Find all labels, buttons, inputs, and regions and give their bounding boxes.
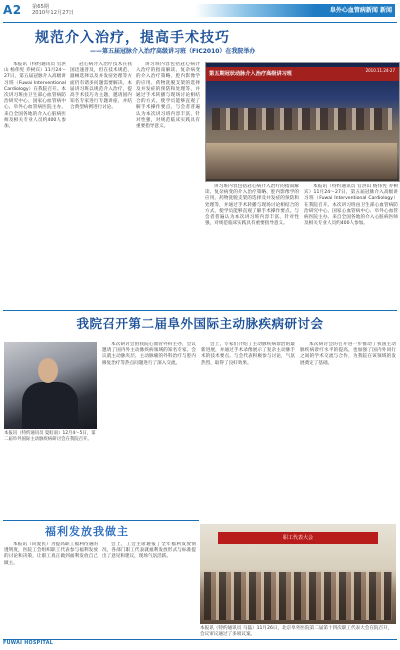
page-number: A2 — [3, 3, 22, 17]
footer-text: FUWAI HOSPITAL — [3, 641, 54, 646]
issue-info: 第65期 2010年12月27日 — [32, 4, 74, 16]
article3-caption: 本报讯（特约通讯员 马磊）11月26日，北京阜外医院第二届第十四次职工代表大会在院召开，会议审议通过了多项议案。 — [200, 626, 393, 637]
article1-text: 本报讯（特约通讯员 官洪山 杨伟宪 乔树宾）11月24～27日，第五届冠脉介入高级讲习班（Fuwai Interventional Cardiology）在我院召开。本次讲习班由卫生部心血管病防治研究中心、国家心血管病中心、阜外心血管病医院主办。来自全国各地的介入心脏病医师及相关专业人员约400人参加。 — [304, 184, 398, 227]
article1-column-1 — [4, 62, 66, 306]
article2-text: 会上，专家们介绍了主动脉疾病诊治的最新进展，并通过手术录像展示了复杂主动脉手术的技术要点。与会代表积极参与讨论，气氛热烈，取得了良好效果。 — [201, 342, 295, 366]
footer-divider — [3, 639, 397, 640]
photo-banner: 第五期冠状动脉介入治疗高级讲习班 — [206, 67, 399, 81]
article1-subtitle: ——第五届冠脉介入治疗高级讲习班（FIC2010）在我院举办 — [90, 48, 256, 55]
photo-face — [38, 358, 58, 383]
article2-column-2 — [201, 342, 295, 514]
article1-text: 本报讯（特约通讯员 官洪山 杨伟宪 乔树宾）11月24～27日，第五届冠脉介入高级讲习班（Fuwai Interventional Cardiology）在我院召开。本次讲习班由卫生部心血管病防治研究中心、国家心血管病中心、阜外心血管病医院主办。来自全国各地的介入心脏病医师及相关专业人员约400人参加。 — [4, 62, 66, 130]
article1-text: 讲习班内容包括冠心病介入治疗的指南解读、复杂病变的介入治疗策略、腔内影像学的应用、药物洗脱支架的选择及并发症的预防和处理等，并通过手术转播与现场讨论相结合的方式，使学员能够直观了解手术操作要点。与会者普遍认为本次讲习班内容丰富、针对性强，对规范临床实践具有重要指导意义。 — [136, 62, 200, 130]
article1-column-3 — [136, 62, 200, 306]
article1-column-5 — [304, 184, 398, 306]
article1-photo — [205, 62, 400, 182]
article1-text: 讲习班内容包括冠心病介入治疗的指南解读、复杂病变的介入治疗策略、腔内影像学的应用、药物洗脱支架的选择及并发症的预防和处理等，并通过手术转播与现场讨论相结合的方式，使学员能够直观了解手术操作要点。与会者普遍认为本次讲习班内容丰富、针对性强，对规范临床实践具有重要指导意义。 — [205, 184, 299, 227]
photo-date: 2010.11.24-27 — [365, 68, 395, 73]
article3-column-2 — [102, 542, 196, 636]
article3-photo — [200, 524, 396, 624]
article2-column-1 — [102, 342, 196, 514]
photo-figure — [22, 382, 78, 429]
article1-column-2 — [70, 62, 132, 306]
article1-column-4 — [205, 184, 299, 306]
article3-divider — [3, 520, 199, 521]
section-name: 阜外心血管病新闻 新闻 — [329, 7, 392, 14]
article1-title: 规范介入治疗，提高手术技巧 — [35, 30, 230, 46]
article3-text: 本报讯（向爱民）为提高职工福利待遇的透明度，医院工会组织职工代表参与福利发放的讨论和决策，让职工真正做到福利发放自己做主。 — [4, 542, 98, 566]
article2-text: 本次研讨会由我院心血管外科主办，会议邀请了国内外主动脉疾病领域的知名专家。会议就主动脉夹层、主动脉瘤的外科治疗与腔内修复治疗等热点问题进行了深入交流。 — [102, 342, 196, 366]
article2-text: 本次研讨会的召开进一步推动了我国主动脉疾病诊疗水平的提高，也加强了国内外同行之间的学术交流与合作，为我院在该领域的发展奠定了基础。 — [300, 342, 396, 366]
article2-caption: 本报讯（特约通讯员 夏虹雨）12月4～5日，第二届阜外国际主动脉疾病研讨会在我院召开。 — [4, 431, 96, 442]
photo-banner: 职工代表大会 — [218, 532, 378, 544]
article2-title: 我院召开第二届阜外国际主动脉疾病研讨会 — [76, 316, 324, 331]
photo-table — [206, 143, 397, 179]
article2-photo — [4, 342, 97, 429]
article1-text: 冠心病介入治疗技术在我国迅速普及，但在技术规范、器械选择以及并发症处理等方面仍有诸多问题需要解决。本届讲习班以规范介入治疗、提高手术技巧为主题，邀请国内知名专家进行专题讲座，并结合典型病例进行讨论。 — [70, 62, 132, 111]
header-divider — [3, 22, 397, 23]
photo-audience — [204, 572, 392, 620]
article3-title: 福利发放我做主 — [45, 525, 129, 538]
article3-column-1 — [4, 542, 98, 636]
article2-column-3 — [300, 342, 396, 514]
article2-divider — [3, 310, 397, 311]
article3-text: 会上，工会主席通报了全年福利发放情况，各部门职工代表就福利发放形式与标准提出了意见和建议，现场气氛活跃。 — [102, 542, 196, 560]
photo-audience — [212, 108, 392, 130]
